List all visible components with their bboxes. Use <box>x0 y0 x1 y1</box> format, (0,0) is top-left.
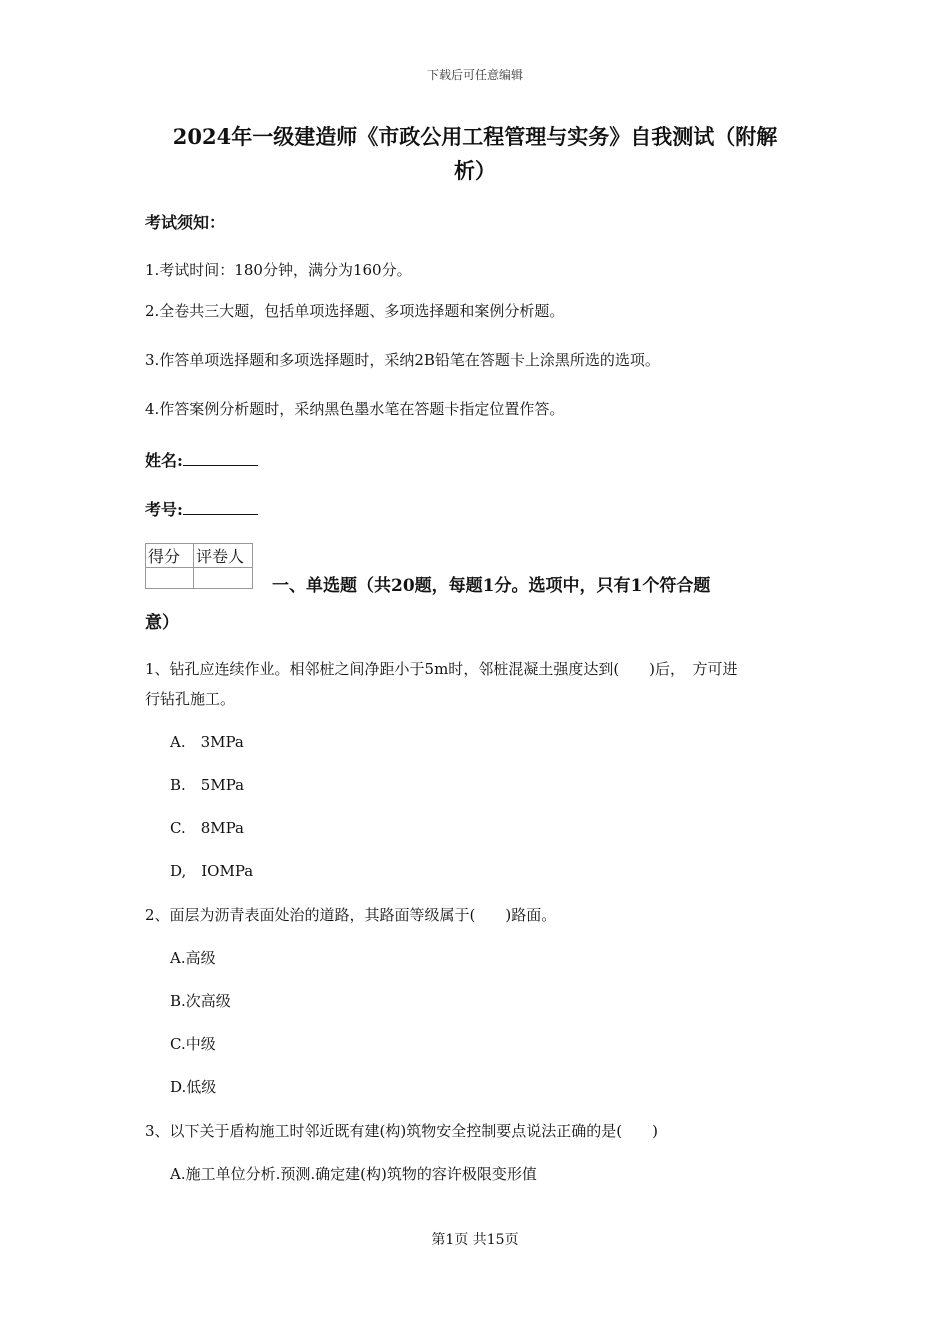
header-note: 下载后可任意编辑 <box>426 68 523 82</box>
question-2-option-c: C.中级 <box>170 1035 216 1053</box>
question-1-stem-line-2: 行钻孔施工。 <box>145 690 236 708</box>
question-1-option-c: C. 8MPa <box>170 819 244 837</box>
question-2-option-d: D.低级 <box>170 1078 217 1096</box>
notice-item-2: 2.全卷共三大题，包括单项选择题、多项选择题和案例分析题。 <box>145 302 565 320</box>
title-line-2: 析） <box>454 158 496 183</box>
question-1-option-d: D, IOMPa <box>170 862 254 880</box>
score-table <box>145 543 253 589</box>
page-footer: 第1页 共15页 <box>431 1232 519 1248</box>
notice-item-3: 3.作答单项选择题和多项选择题时，采纳2B铅笔在答题卡上涂黑所选的选项。 <box>145 351 660 369</box>
id-blank-line <box>183 498 258 515</box>
question-3-stem: 3、以下关于盾构施工时邻近既有建(构)筑物安全控制要点说法正确的是( ) <box>145 1122 658 1140</box>
grader-cell <box>194 568 253 589</box>
question-1-option-b: B. 5MPa <box>170 776 245 794</box>
id-label: 考号: <box>145 500 183 519</box>
page-title <box>0 120 950 188</box>
score-header: 得分 <box>146 544 194 568</box>
section-title-line-1: 一、单选题（共20题，每题1分。选项中，只有1个符合题 <box>272 576 711 596</box>
question-2-option-b: B.次高级 <box>170 992 231 1010</box>
question-2-stem: 2、面层为沥青表面处治的道路，其路面等级属于( )路面。 <box>145 906 557 924</box>
notice-heading: 考试须知： <box>145 213 226 232</box>
grader-header: 评卷人 <box>194 544 253 568</box>
name-field <box>145 448 258 471</box>
name-blank-line <box>183 449 258 466</box>
id-field <box>145 497 258 520</box>
section-title-line-2: 意） <box>145 613 179 633</box>
notice-item-1: 1.考试时间：180分钟，满分为160分。 <box>145 261 412 279</box>
question-1-option-a: A. 3MPa <box>170 733 244 751</box>
notice-item-4: 4.作答案例分析题时，采纳黑色墨水笔在答题卡指定位置作答。 <box>145 400 565 418</box>
question-1-stem-line-1: 1、钻孔应连续作业。相邻桩之间净距小于5m时，邻桩混凝土强度达到( )后， 方可进 <box>145 660 738 678</box>
score-cell <box>146 568 194 589</box>
title-line-1: 2024年一级建造师《市政公用工程管理与实务》自我测试（附解 <box>172 124 778 149</box>
question-2-option-a: A.高级 <box>170 949 216 967</box>
name-label: 姓名: <box>145 451 183 470</box>
question-3-option-a: A.施工单位分析.预测.确定建(构)筑物的容许极限变形值 <box>170 1165 537 1183</box>
